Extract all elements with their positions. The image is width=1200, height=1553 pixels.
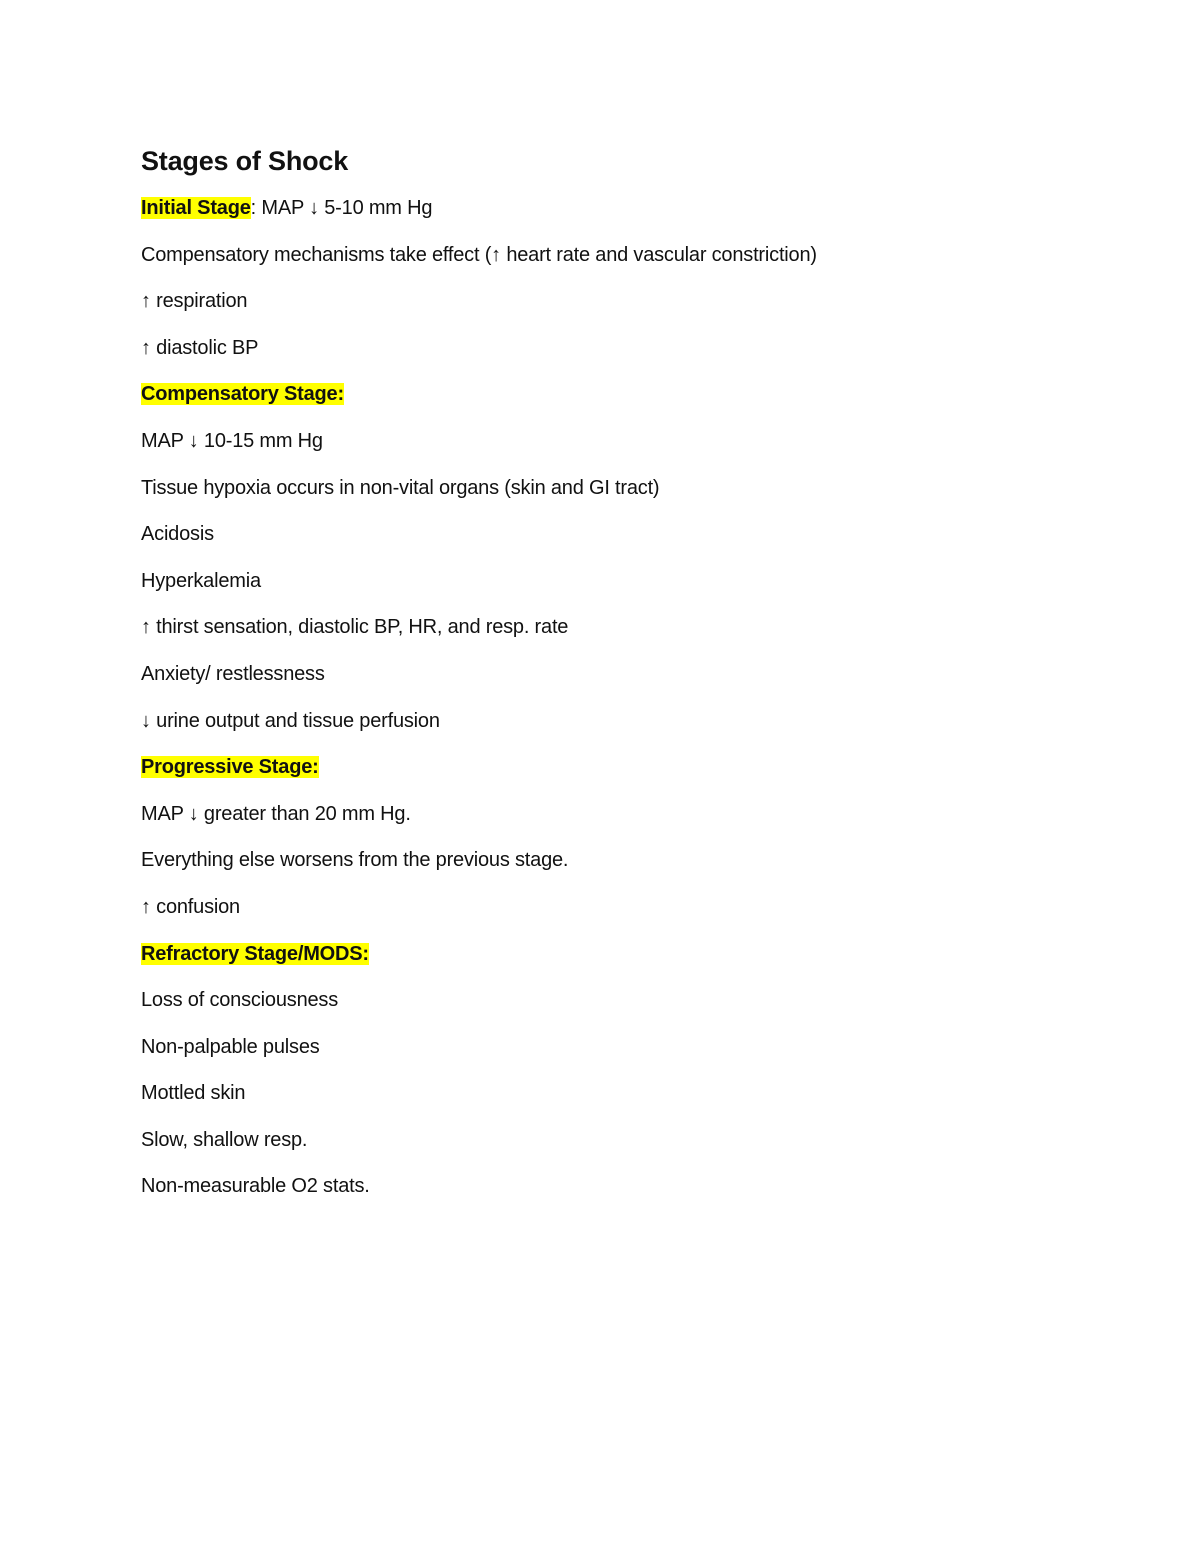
refractory-stage-item: Non-measurable O2 stats. — [141, 1175, 370, 1198]
compensatory-stage-heading: Compensatory Stage: — [141, 383, 344, 406]
refractory-stage-item: Non-palpable pulses — [141, 1035, 320, 1058]
refractory-stage-item: Loss of consciousness — [141, 989, 339, 1012]
progressive-stage-item: ↑ confusion — [141, 895, 240, 918]
refractory-stage-heading-line — [141, 940, 1101, 968]
compensatory-stage-item: ↓ urine output and tissue perfusion — [141, 709, 440, 732]
progressive-stage-item: MAP ↓ greater than 20 mm Hg. — [141, 802, 411, 825]
initial-stage-item: ↑ respiration — [141, 290, 248, 313]
progressive-stage-item: Everything else worsens from the previous stage. — [141, 849, 569, 872]
compensatory-stage-heading-line — [141, 380, 1101, 408]
initial-stage-item: Compensatory mechanisms take effect (↑ heart rate and vascular constriction) — [141, 243, 817, 266]
compensatory-stage-item: Hyperkalemia — [141, 569, 261, 592]
initial-stage-item: ↑ diastolic BP — [141, 336, 259, 359]
refractory-stage-heading: Refractory Stage/MODS: — [141, 942, 369, 965]
document-content — [141, 142, 1101, 1219]
document-title: Stages of Shock — [141, 146, 349, 176]
progressive-stage-heading: Progressive Stage: — [141, 756, 319, 779]
refractory-stage-item: Slow, shallow resp. — [141, 1128, 308, 1151]
compensatory-stage-item: Acidosis — [141, 523, 214, 546]
refractory-stage-item: Mottled skin — [141, 1082, 246, 1105]
compensatory-stage-item: ↑ thirst sensation, diastolic BP, HR, and resp. rate — [141, 616, 569, 639]
initial-stage-heading-line — [141, 194, 1101, 222]
initial-stage-heading: Initial Stage — [141, 197, 251, 219]
progressive-stage-heading-line — [141, 753, 1101, 781]
compensatory-stage-item: Tissue hypoxia occurs in non-vital organs (skin and GI tract) — [141, 476, 660, 499]
compensatory-stage-item: Anxiety/ restlessness — [141, 662, 325, 685]
initial-stage-map: : MAP ↓ 5-10 mm Hg — [250, 197, 433, 219]
compensatory-stage-item: MAP ↓ 10-15 mm Hg — [141, 429, 323, 452]
